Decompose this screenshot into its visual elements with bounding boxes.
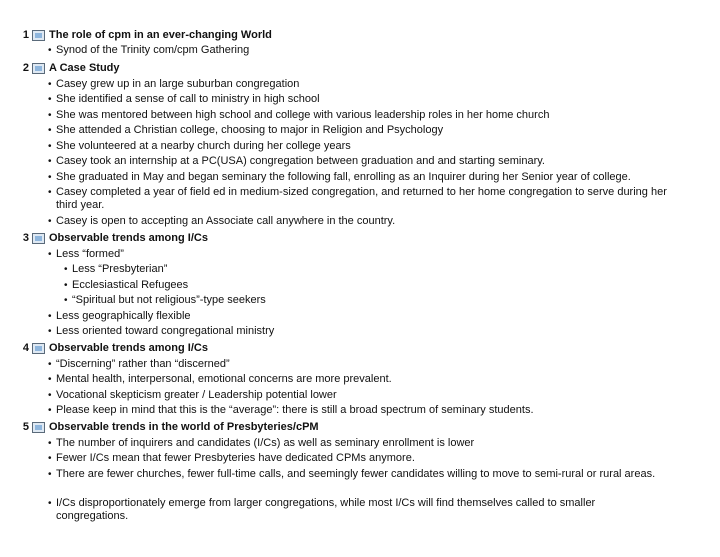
slide-header[interactable]	[0, 420, 720, 437]
bullet-item[interactable]	[0, 294, 720, 307]
bullet-icon: •	[48, 79, 52, 90]
bullet-text: Please keep in mind that this is the “average”: there is still a broad spectrum of seminary students.	[56, 404, 534, 416]
bullet-icon: •	[64, 264, 68, 275]
bullet-item[interactable]	[0, 404, 720, 417]
bullet-text: She graduated in May and began seminary the following fall, enrolling as an Inquirer during her Senior year of college.	[56, 171, 631, 183]
bullet-item[interactable]	[0, 186, 720, 212]
bullet-icon: •	[48, 187, 52, 198]
slide-number: 5	[22, 421, 29, 433]
bullet-text: Casey took an internship at a PC(USA) congregation between graduation and and starting seminary.	[56, 155, 545, 167]
bullet-icon: •	[48, 374, 52, 385]
bullet-text: Casey grew up in an large suburban congregation	[56, 78, 300, 90]
bullet-icon: •	[64, 295, 68, 306]
slide-number: 2	[22, 62, 29, 74]
slide-number: 4	[22, 342, 29, 354]
bullet-item[interactable]	[0, 358, 720, 371]
slide-title[interactable]: A Case Study	[49, 62, 120, 74]
bullet-text: The number of inquirers and candidates (I/Cs) as well as seminary enrollment is lower	[56, 437, 475, 449]
bullet-item[interactable]	[0, 468, 720, 481]
bullet-text: Less oriented toward congregational ministry	[56, 325, 275, 337]
slide-thumbnail-icon[interactable]	[32, 63, 45, 74]
slide-header[interactable]	[0, 341, 720, 358]
bullet-item[interactable]	[0, 497, 720, 523]
bullet-text: Less “formed”	[56, 248, 124, 260]
slide-title[interactable]: Observable trends among I/Cs	[49, 342, 208, 354]
bullet-text: Synod of the Trinity com/cpm Gathering	[56, 44, 250, 56]
slide-thumbnail-icon[interactable]	[32, 343, 45, 354]
bullet-icon: •	[48, 453, 52, 464]
bullet-text: She was mentored between high school and college with various leadership roles in her home church	[56, 109, 550, 121]
bullet-icon: •	[48, 45, 52, 56]
bullet-text: Casey completed a year of field ed in medium-sized congregation, and returned to her home congregation to serve during her third year.	[56, 186, 667, 211]
slide-header[interactable]	[0, 28, 720, 45]
bullet-item[interactable]	[0, 44, 720, 57]
bullet-icon: •	[48, 326, 52, 337]
bullet-item[interactable]	[0, 389, 720, 402]
slide-title[interactable]: Observable trends in the world of Presbyteries/cPM	[49, 421, 319, 433]
bullet-item[interactable]	[0, 140, 720, 153]
bullet-text: There are fewer churches, fewer full-time calls, and seemingly fewer candidates willing to move to semi-rural or rural areas.	[56, 468, 656, 480]
slide-thumbnail-icon[interactable]	[32, 30, 45, 41]
bullet-item[interactable]	[0, 155, 720, 168]
bullet-text: Ecclesiastical Refugees	[72, 279, 189, 291]
bullet-icon: •	[48, 110, 52, 121]
bullet-icon: •	[48, 172, 52, 183]
bullet-item[interactable]	[0, 373, 720, 386]
slide-header[interactable]	[0, 231, 720, 248]
slide-title[interactable]: Observable trends among I/Cs	[49, 232, 208, 244]
bullet-text: Vocational skepticism greater / Leadership potential lower	[56, 389, 337, 401]
bullet-item[interactable]	[0, 279, 720, 292]
bullet-item[interactable]	[0, 215, 720, 228]
bullet-item[interactable]	[0, 248, 720, 261]
bullet-icon: •	[48, 216, 52, 227]
bullet-text: Casey is open to accepting an Associate call anywhere in the country.	[56, 215, 396, 227]
bullet-icon: •	[48, 469, 52, 480]
slide-thumbnail-icon[interactable]	[32, 233, 45, 244]
slide-header[interactable]	[0, 61, 720, 78]
bullet-text: “Spiritual but not religious”-type seekers	[72, 294, 266, 306]
bullet-item[interactable]	[0, 171, 720, 184]
slide-number: 3	[22, 232, 29, 244]
bullet-item[interactable]	[0, 310, 720, 323]
bullet-item[interactable]	[0, 93, 720, 106]
bullet-text: She volunteered at a nearby church during her college years	[56, 140, 351, 152]
bullet-item[interactable]	[0, 437, 720, 450]
bullet-item[interactable]	[0, 109, 720, 122]
bullet-icon: •	[48, 498, 52, 509]
slide-number: 1	[22, 29, 29, 41]
bullet-text: I/Cs disproportionately emerge from larger congregations, while most I/Cs will find themselves called to smaller congregations.	[56, 497, 596, 522]
slide-title[interactable]: The role of cpm in an ever-changing World	[49, 29, 272, 41]
bullet-item[interactable]	[0, 78, 720, 91]
bullet-icon: •	[48, 141, 52, 152]
slide-thumbnail-icon[interactable]	[32, 422, 45, 433]
bullet-icon: •	[48, 390, 52, 401]
bullet-icon: •	[48, 125, 52, 136]
bullet-item[interactable]	[0, 452, 720, 465]
bullet-icon: •	[48, 311, 52, 322]
bullet-text: Mental health, interpersonal, emotional concerns are more prevalent.	[56, 373, 392, 385]
bullet-item[interactable]	[0, 263, 720, 276]
bullet-text: Fewer I/Cs mean that fewer Presbyteries have dedicated CPMs anymore.	[56, 452, 415, 464]
bullet-icon: •	[48, 249, 52, 260]
bullet-text: She attended a Christian college, choosing to major in Religion and Psychology	[56, 124, 444, 136]
bullet-item[interactable]	[0, 124, 720, 137]
bullet-icon: •	[48, 359, 52, 370]
bullet-text: Less “Presbyterian”	[72, 263, 168, 275]
bullet-item[interactable]	[0, 325, 720, 338]
bullet-text: “Discerning” rather than “discerned”	[56, 358, 230, 370]
bullet-icon: •	[48, 405, 52, 416]
bullet-icon: •	[64, 280, 68, 291]
bullet-icon: •	[48, 156, 52, 167]
bullet-text: Less geographically flexible	[56, 310, 191, 322]
bullet-text: She identified a sense of call to ministry in high school	[56, 93, 320, 105]
bullet-icon: •	[48, 94, 52, 105]
bullet-icon: •	[48, 438, 52, 449]
